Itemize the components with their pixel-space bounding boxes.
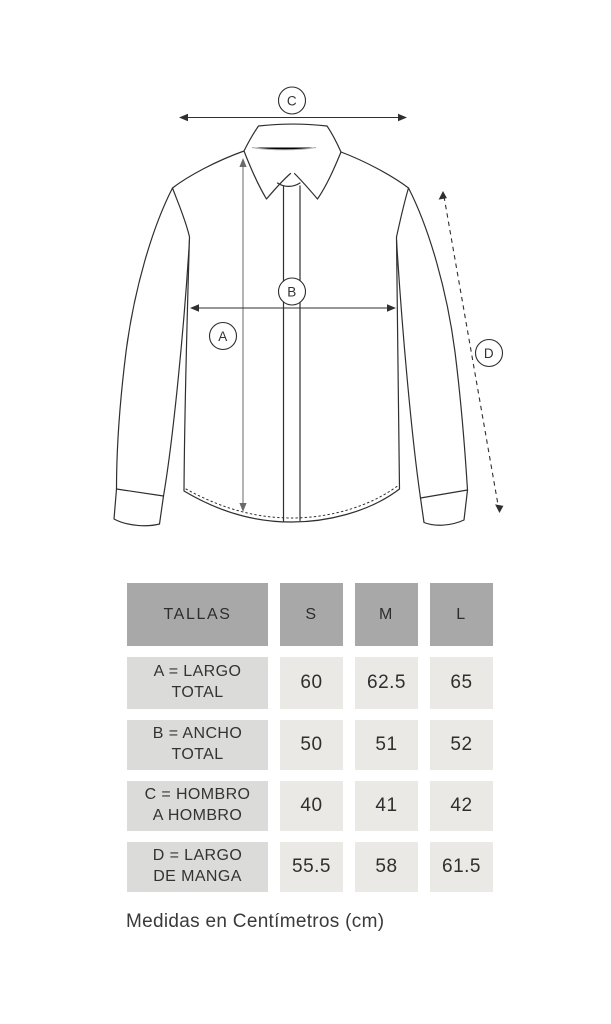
row-c-value-s: 40 xyxy=(280,781,343,831)
size-table xyxy=(127,583,493,892)
row-d-label: D = LARGO DE MANGA xyxy=(127,842,268,892)
row-a-value-m: 62.5 xyxy=(355,657,418,709)
row-d-value-l: 61.5 xyxy=(430,842,493,892)
units-note: Medidas en Centímetros (cm) xyxy=(126,911,385,932)
size-table-header-m: M xyxy=(355,583,418,646)
measure-d-label: D xyxy=(483,346,495,361)
row-c-value-l: 42 xyxy=(430,781,493,831)
size-table-header-tallas: TALLAS xyxy=(127,583,268,646)
shirt-left-sleeve xyxy=(114,188,190,526)
row-b-value-m: 51 xyxy=(355,720,418,770)
shirt-body-outline xyxy=(173,124,409,522)
row-c-label: C = HOMBRO A HOMBRO xyxy=(127,781,268,831)
measure-b-label: B xyxy=(287,284,297,300)
size-table-header-s: S xyxy=(280,583,343,646)
row-d-value-s: 55.5 xyxy=(280,842,343,892)
row-b-value-s: 50 xyxy=(280,720,343,770)
shirt-right-sleeve xyxy=(397,188,468,525)
measure-c-label: C xyxy=(286,93,298,109)
row-a-value-l: 65 xyxy=(430,657,493,709)
measure-d-indicator xyxy=(439,191,504,513)
row-a-label: A = LARGO TOTAL xyxy=(127,657,268,709)
measure-c-indicator xyxy=(179,87,407,121)
row-d-value-m: 58 xyxy=(355,842,418,892)
row-b-label: B = ANCHO TOTAL xyxy=(127,720,268,770)
size-table-header-l: L xyxy=(430,583,493,646)
row-c-value-m: 41 xyxy=(355,781,418,831)
row-b-value-l: 52 xyxy=(430,720,493,770)
measure-a-label: A xyxy=(218,329,228,344)
row-a-value-s: 60 xyxy=(280,657,343,709)
